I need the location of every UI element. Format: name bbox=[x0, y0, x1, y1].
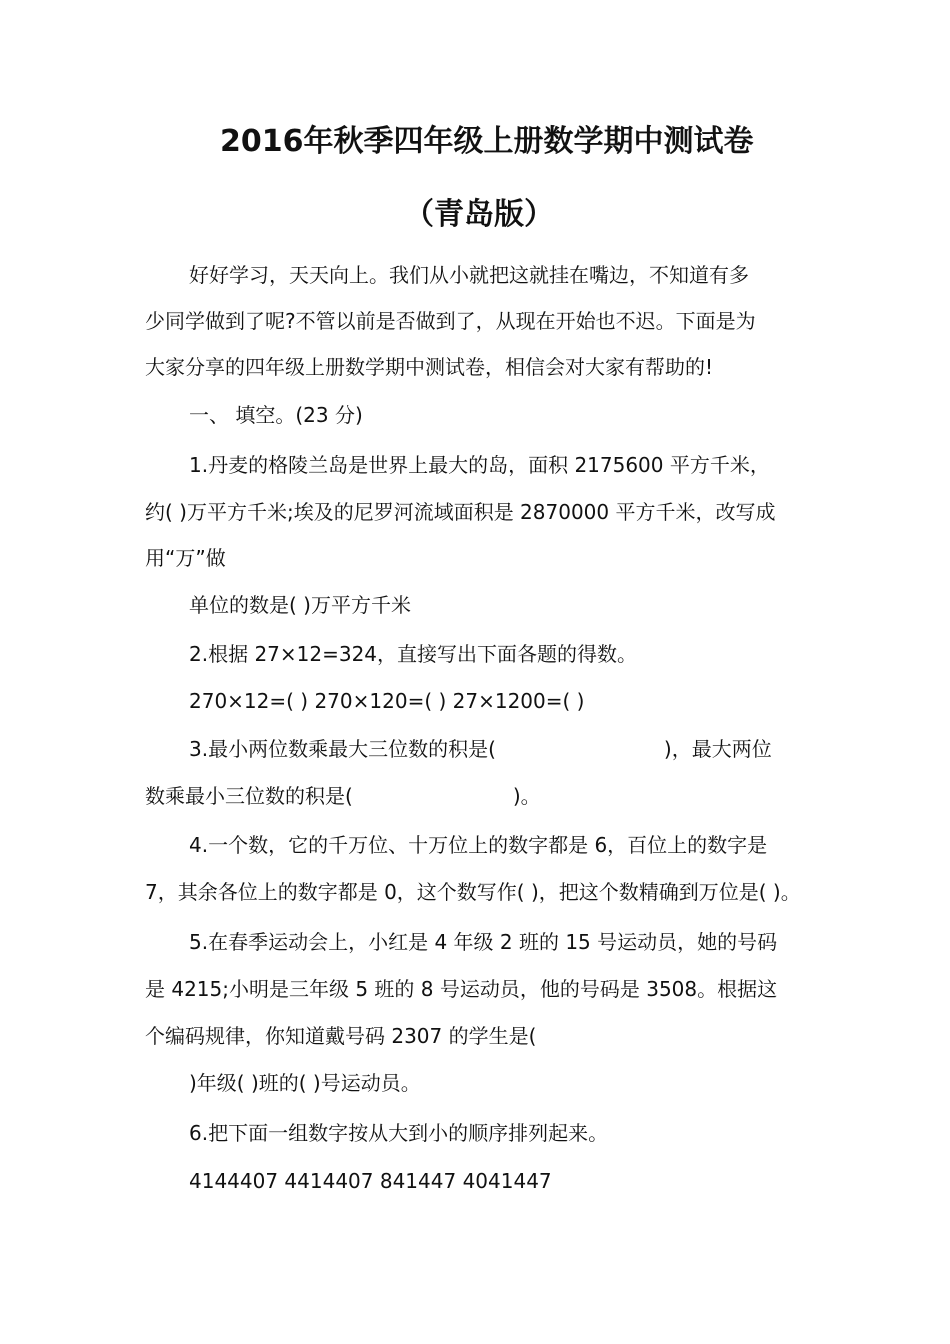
document-subtitle: （青岛版） bbox=[404, 197, 554, 232]
q4-line-1: 4.一个数，它的千万位、十万位上的数字都是 6，百位上的数字是 bbox=[189, 833, 768, 857]
q2-line-1: 2.根据 27×12=324，直接写出下面各题的得数。 bbox=[189, 642, 638, 666]
q6-line-2: 4144407 4414407 841447 4041447 bbox=[189, 1169, 552, 1193]
q6-line-1: 6.把下面一组数字按从大到小的顺序排列起来。 bbox=[189, 1121, 609, 1145]
intro-line-3: 大家分享的四年级上册数学期中测试卷，相信会对大家有帮助的! bbox=[145, 355, 714, 379]
intro-line-2: 少同学做到了呢?不管以前是否做到了，从现在开始也不迟。下面是为 bbox=[145, 309, 756, 333]
q3-line-2 bbox=[145, 781, 541, 811]
intro-line-1: 好好学习，天天向上。我们从小就把这就挂在嘴边，不知道有多 bbox=[189, 263, 749, 287]
section-heading: 一、 填空。(23 分) bbox=[189, 403, 363, 427]
q5-line-3: 个编码规律，你知道戴号码 2307 的学生是( bbox=[145, 1024, 537, 1048]
q1-line-4: 单位的数是( )万平方千米 bbox=[189, 593, 411, 617]
q3-line-1 bbox=[189, 734, 772, 764]
q3-line-2-text-a: 数乘最小三位数的积是( bbox=[145, 784, 353, 808]
q1-line-2: 约( )万平方千米;埃及的尼罗河流域面积是 2870000 平方千米，改写成 bbox=[145, 500, 776, 524]
q4-line-2: 7，其余各位上的数字都是 0，这个数写作( )，把这个数精确到万位是( )。 bbox=[145, 880, 801, 904]
q5-line-1: 5.在春季运动会上，小红是 4 年级 2 班的 15 号运动员，她的号码 bbox=[189, 930, 778, 954]
document-title: 2016年秋季四年级上册数学期中测试卷 bbox=[220, 124, 754, 159]
q1-line-1: 1.丹麦的格陵兰岛是世界上最大的岛，面积 2175600 平方千米， bbox=[189, 453, 770, 477]
q1-line-3: 用“万”做 bbox=[145, 546, 226, 570]
q3-line-1-text-b: )，最大两位 bbox=[663, 737, 772, 761]
q2-line-2: 270×12=( ) 270×120=( ) 27×1200=( ) bbox=[189, 689, 585, 713]
q5-line-2: 是 4215;小明是三年级 5 班的 8 号运动员，他的号码是 3508。根据这 bbox=[145, 977, 778, 1001]
q3-line-2-text-b: )。 bbox=[512, 784, 541, 808]
q5-line-4: )年级( )班的( )号运动员。 bbox=[189, 1071, 421, 1095]
q3-line-1-text-a: 3.最小两位数乘最大三位数的积是( bbox=[189, 737, 496, 761]
